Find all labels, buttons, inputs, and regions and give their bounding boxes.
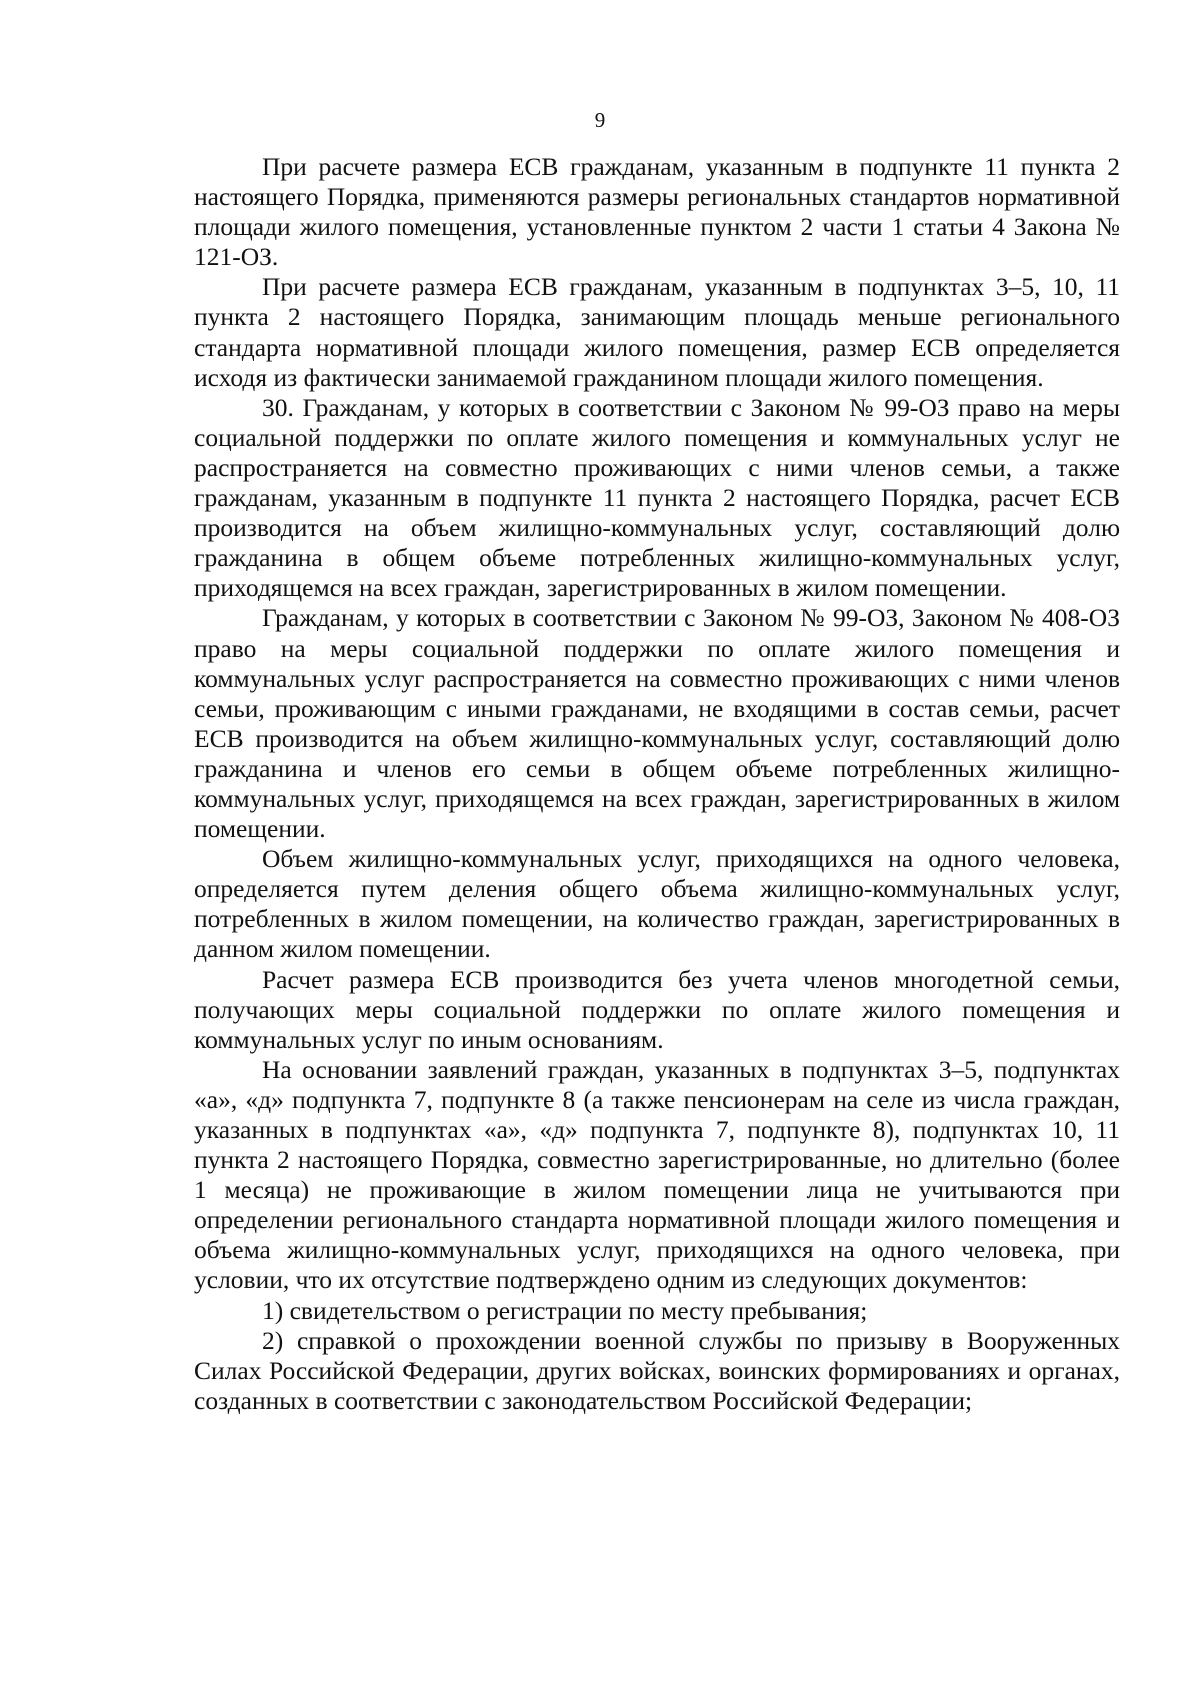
- paragraph: На основании заявлений граждан, указанных в подпунктах 3–5, подпунктах «а», «д» подпункта 7, подпункте 8 (а также пенсионерам на селе из числа граждан, указанных в подпунктах «а», «д» подпункта 7, подпункте 8), подпунктах 10, 11 пункта 2 настоящего Порядка, совместно зарегистрированные, но длительно (более 1 месяца) не проживающие в жилом помещении лица не учитываются при определении регионального стандарта нормативной площади жилого помещения и объема жилищно-коммунальных услуг, приходящихся на одного человека, при условии, что их отсутствие подтверждено одним из следующих документов:: [194, 1054, 1120, 1295]
- paragraph: Объем жилищно-коммунальных услуг, приходящихся на одного человека, определяется путем деления общего объема жилищно-коммунальных услуг, потребленных в жилом помещении, на количество граждан, зарегистрированных в данном жилом помещении.: [194, 844, 1120, 964]
- page-number: 9: [594, 108, 606, 132]
- paragraph: Расчет размера ЕСВ производится без учета членов многодетной семьи, получающих меры социальной поддержки по оплате жилого помещения и коммунальных услуг по иным основаниям.: [194, 964, 1120, 1054]
- paragraph: Гражданам, у которых в соответствии с Законом № 99-ОЗ, Законом № 408-ОЗ право на меры социальной поддержки по оплате жилого помещения и коммунальных услуг распространяется на совместно проживающих с ними членов семьи, проживающим с иными гражданами, не входящими в состав семьи, расчет ЕСВ производится на объем жилищно-коммунальных услуг, составляющий долю гражданина и членов его семьи в общем объеме потребленных жилищно-коммунальных услуг, приходящемся на всех граждан, зарегистрированных в жилом помещении.: [194, 603, 1120, 844]
- paragraph: 30. Гражданам, у которых в соответствии с Законом № 99-ОЗ право на меры социальной поддержки по оплате жилого помещения и коммунальных услуг не распространяется на совместно проживающих с ними членов семьи, а также гражданам, указанным в подпункте 11 пункта 2 настоящего Порядка, расчет ЕСВ производится на объем жилищно-коммунальных услуг, составляющий долю гражданина в общем объеме потребленных жилищно-коммунальных услуг, приходящемся на всех граждан, зарегистрированных в жилом помещении.: [194, 392, 1120, 603]
- list-item: 2) справкой о прохождении военной службы по призыву в Вооруженных Силах Российской Федерации, других войсках, воинских формированиях и органах, созданных в соответствии с законодательством Российской Федерации;: [194, 1325, 1120, 1415]
- paragraph: При расчете размера ЕСВ гражданам, указанным в подпунктах 3–5, 10, 11 пункта 2 настоящего Порядка, занимающим площадь меньше регионального стандарта нормативной площади жилого помещения, размер ЕСВ определяется исходя из фактически занимаемой гражданином площади жилого помещения.: [194, 272, 1120, 392]
- document-body: [194, 152, 1120, 1416]
- paragraph: При расчете размера ЕСВ гражданам, указанным в подпункте 11 пункта 2 настоящего Порядка, применяются размеры региональных стандартов нормативной площади жилого помещения, установленные пунктом 2 части 1 статьи 4 Закона № 121-ОЗ.: [194, 152, 1120, 272]
- list-item: 1) свидетельством о регистрации по месту пребывания;: [262, 1295, 868, 1325]
